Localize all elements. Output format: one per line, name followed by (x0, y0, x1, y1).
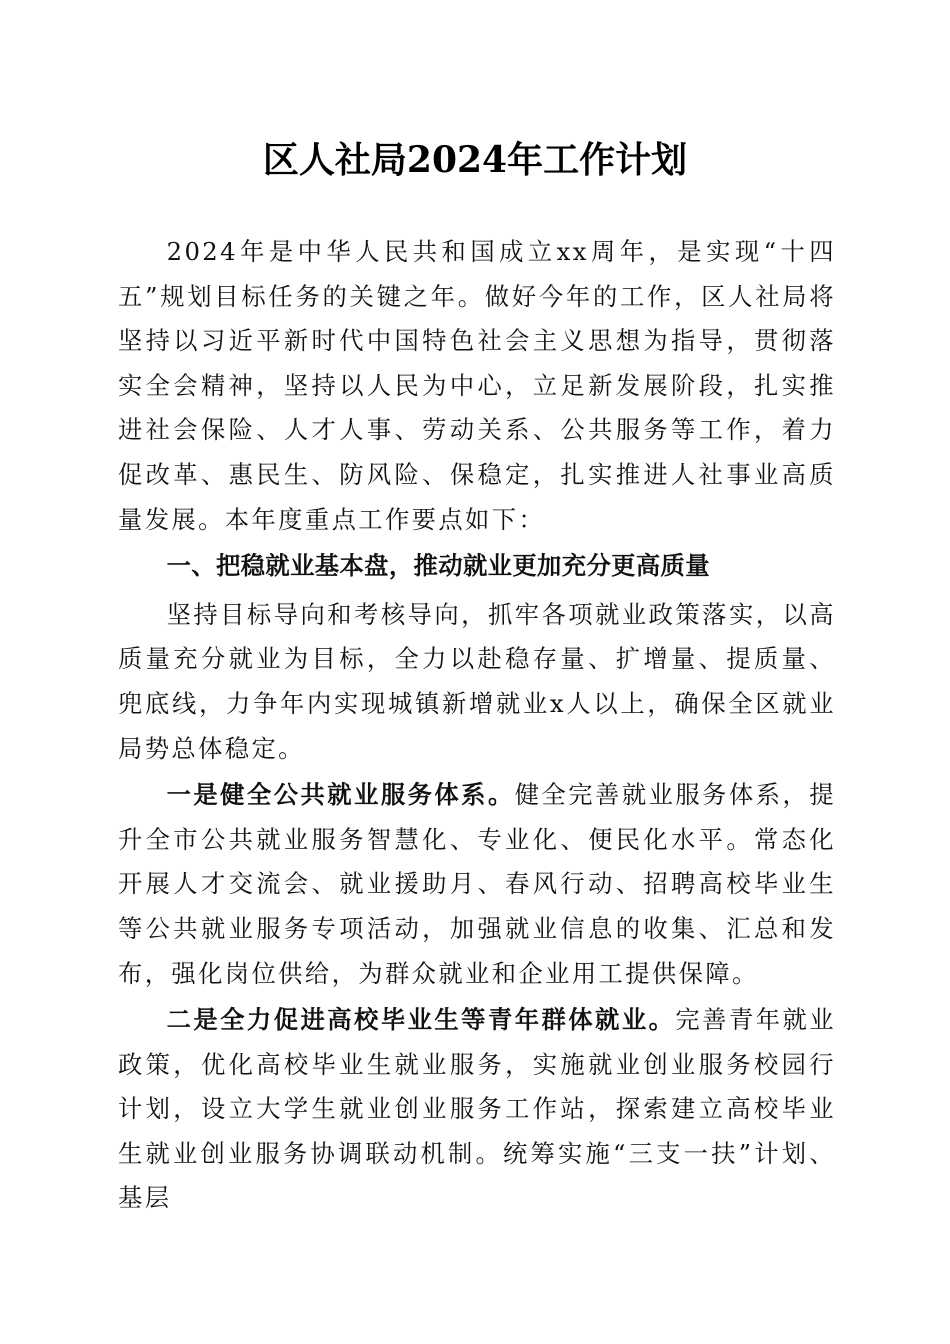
section-heading: 一、把稳就业基本盘，推动就业更加充分更高质量 (166, 551, 710, 581)
document-title: 区人社局2024年工作计划 (262, 139, 688, 181)
item-lead-1: 一是健全公共就业服务体系。 (166, 780, 515, 810)
item-paragraph-2 (118, 998, 836, 1221)
item-paragraph-1 (118, 773, 836, 996)
item-lead-2: 二是全力促进高校毕业生等青年群体就业。 (166, 1005, 676, 1035)
section-body-paragraph: 坚持目标导向和考核导向，抓牢各项就业政策落实，以高质量充分就业为目标，全力以赴稳存量、扩增量、提质量、兜底线，力争年内实现城镇新增就业x人以上，确保全区就业局势总体稳定。 (118, 599, 836, 763)
item-text-1: 健全完善就业服务体系，提升全市公共就业服务智慧化、专业化、便民化水平。常态化开展人才交流会、就业援助月、春风行动、招聘高校毕业生等公共就业服务专项活动，加强就业信息的收集、汇总和发布，强化岗位供给，为群众就业和企业用工提供保障。 (118, 780, 836, 988)
item-text-2: 完善青年就业政策，优化高校毕业生就业服务，实施就业创业服务校园行计划，设立大学生就业创业服务工作站，探索建立高校毕业生就业创业服务协调联动机制。统筹实施“三支一扶”计划、基层 (118, 1005, 836, 1213)
intro-paragraph: 2024年是中华人民共和国成立xx周年，是实现“十四五”规划目标任务的关键之年。做好今年的工作，区人社局将坚持以习近平新时代中国特色社会主义思想为指导，贯彻落实全会精神，坚持以人民为中心，立足新发展阶段，扎实推进社会保险、人才人事、劳动关系、公共服务等工作，着力促改革、惠民生、防风险、保稳定，扎实推进人社事业高质量发展。本年度重点工作要点如下： (118, 237, 836, 534)
document-body (118, 230, 836, 1223)
